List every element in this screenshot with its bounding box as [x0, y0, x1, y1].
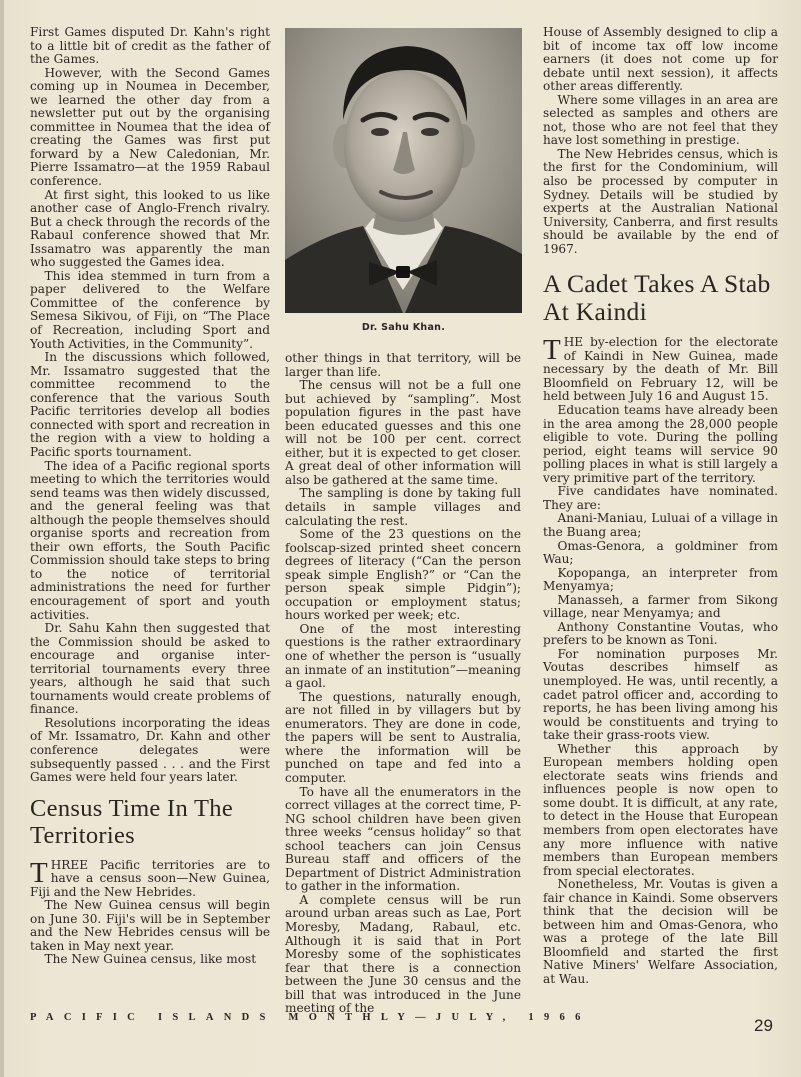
kaindi-lead-paragraph	[543, 336, 778, 404]
article-paragraph: The questions, naturally enough, are not filled in by villagers but by enumerators. They are done in code, the papers will be sent to Australia, where the information will be punched on tape and fed into a computer.	[285, 689, 521, 785]
masthead-footer: PACIFIC ISLANDS MONTHLY—JULY, 1966	[30, 1012, 591, 1023]
candidate-entry: Kopopanga, an interpreter from Menyamya;	[543, 565, 778, 594]
article-paragraph: One of the most interesting questions is the rather extraordinary one of whether the person is “usually an inmate of an institution”—meaning a gaol.	[285, 621, 521, 691]
column-1	[30, 26, 270, 967]
article-paragraph: Dr. Sahu Kahn then suggested that the Commission should be asked to encourage and organise inter-territorial tournaments every three years, although he said that such tournaments would create problems of finance.	[30, 621, 270, 717]
candidate-entry: Anthony Constantine Voutas, who prefers to be known as Toni.	[543, 619, 778, 648]
kaindi-lead-text: HE by-election for the electorate of Kaindi in New Guinea, made necessary by the death of Mr. Bill Bloomfield on February 12, will be held between July 16 and August 15.	[543, 335, 778, 404]
article-paragraph: For nomination purposes Mr. Voutas describes himself as unemployed. He was, until recently, a cadet patrol officer and, according to reports, he has been living among his would be constituents and trying to take their grass-roots view.	[543, 646, 778, 743]
census-lead-paragraph	[30, 856, 270, 900]
article-paragraph: This idea stemmed in turn from a paper delivered to the Welfare Committee of the conference by Semesa Sikivou, of Fiji, on “The Place of Recreation, including Sport and Youth Activities, in the Community”.	[30, 268, 270, 351]
article-paragraph: The New Guinea census will begin on June 30. Fiji's will be in September and the New Hebrides census will be taken in May next year.	[30, 898, 270, 953]
dropcap-letter: T	[30, 856, 48, 889]
article-paragraph: At first sight, this looked to us like another case of Anglo-French rivalry. But a check through the records of the Rabaul conference showed that Mr. Issamatro was apparently the man who suggested the Games idea.	[30, 187, 270, 270]
candidate-entry: Omas-Genora, a goldminer from Wau;	[543, 538, 778, 567]
kaindi-headline: A Cadet Takes A Stab At Kaindi	[543, 269, 771, 327]
article-paragraph: The idea of a Pacific regional sports meeting to which the territories would send teams was then widely discussed, and the general feeling was that although the people themselves should organise sports and recreation from their own efforts, the South Pacific Commission should take steps to bring to the notice of territorial administrations the need for further encouragement of sport and youth activities.	[30, 458, 270, 622]
portrait-photo	[285, 28, 522, 313]
article-paragraph: Five candidates have nominated. They are:	[543, 484, 778, 512]
portrait-illustration	[285, 28, 522, 313]
article-paragraph: To have all the enumerators in the correct villages at the correct time, P-NG school children have been given three weeks “census holiday” so that school teachers can join Census Bureau staff and officers of the Department of District Administration to gather in the information.	[285, 784, 521, 894]
column-2	[285, 352, 521, 1016]
article-paragraph: First Games disputed Dr. Kahn's right to a little bit of credit as the father of the Games.	[30, 25, 270, 67]
census-headline: Census Time In The Territories	[30, 794, 234, 849]
article-paragraph: A complete census will be run around urban areas such as Lae, Port Moresby, Madang, Rabaul, etc. Although it is said that in Port Moresby some of the sophisticates fear that there is a connection between the June 30 census and the bill that was introduced in the June meeting of the	[285, 892, 521, 1016]
candidate-entry: Manasseh, a farmer from Sikong village, near Menyamya; and	[543, 592, 778, 621]
article-paragraph: Nonetheless, Mr. Voutas is given a fair chance in Kaindi. Some observers think that the decision will be between him and Omas-Genora, who was a protege of the late Bill Bloomfield and started the first Native Miners' Welfare Association, at Wau.	[543, 877, 778, 986]
page-edge-shadow	[0, 0, 4, 1077]
page-number: 29	[754, 1016, 773, 1035]
article-paragraph: Resolutions incorporating the ideas of Mr. Issamatro, Dr. Kahn and other conference delegates were subsequently passed . . . and the First Games were held four years later.	[30, 715, 270, 785]
article-paragraph: In the discussions which followed, Mr. Issamatro suggested that the committee recommend to the conference that the various South Pacific territories develop all bodies connected with sport and recreation in the region with a view to holding a Pacific sports tournament.	[30, 350, 270, 459]
column-3	[543, 26, 778, 987]
photo-caption: Dr. Sahu Khan.	[361, 322, 446, 333]
article-paragraph: However, with the Second Games coming up in Noumea in December, we learned the other day from a newsletter put out by the organising committee in Noumea that the idea of creating the Games was first put forward by a New Caledonian, Mr. Pierre Issamatro—at the 1959 Rabaul conference.	[30, 65, 270, 189]
article-paragraph: Where some villages in an area are selected as samples and others are not, those who are not feel that they have lost something in prestige.	[543, 92, 778, 148]
article-paragraph: The New Guinea census, like most	[44, 952, 257, 967]
article-paragraph: Education teams have already been in the area among the 28,000 people eligible to vote. During the polling period, eight teams will service 90 polling places in what is still largely a very primitive part of the territory.	[543, 403, 778, 485]
article-paragraph: The New Hebrides census, which is the first for the Condominium, will also be processed by computer in Sydney. Details will be studied by experts at the Australian National University, Canberra, and first results should be available by the end of 1967.	[543, 146, 778, 256]
candidate-entry: Anani-Maniau, Luluai of a village in the Buang area;	[543, 511, 778, 539]
article-paragraph: The sampling is done by taking full details in sample villages and calculating the rest.	[285, 486, 521, 528]
dropcap-letter: T	[543, 334, 561, 367]
article-paragraph: The census will not be a full one but achieved by “sampling”. Most population figures in the past have been educated guesses and this one will not be 100 per cent. correct either, but it is expected to get closer. A great deal of other information will also be gathered at the same time.	[285, 378, 521, 487]
article-paragraph: Some of the 23 questions on the foolscap-sized printed sheet concern degrees of literacy (“Can the person speak simple English?” or “Can the person speak simple Pidgin”); occupation or employment status; hours worked per week; etc.	[285, 527, 521, 623]
article-paragraph: other things in that territory, will be larger than life.	[285, 351, 521, 379]
census-lead-text: HREE Pacific territories are to have a census soon—New Guinea, Fiji and the New Hebrides.	[30, 857, 270, 899]
article-paragraph: Whether this approach by European members holding open electorate seats wins friends and influences people is now open to some doubt. It is difficult, at any rate, to detect in the House that European members from open electorates have any more influence with native members than European members from special electorates.	[543, 741, 778, 878]
article-paragraph: House of Assembly designed to clip a bit of income tax off low income earners (it does not come up for debate until next session), it affects other areas differently.	[543, 25, 778, 94]
